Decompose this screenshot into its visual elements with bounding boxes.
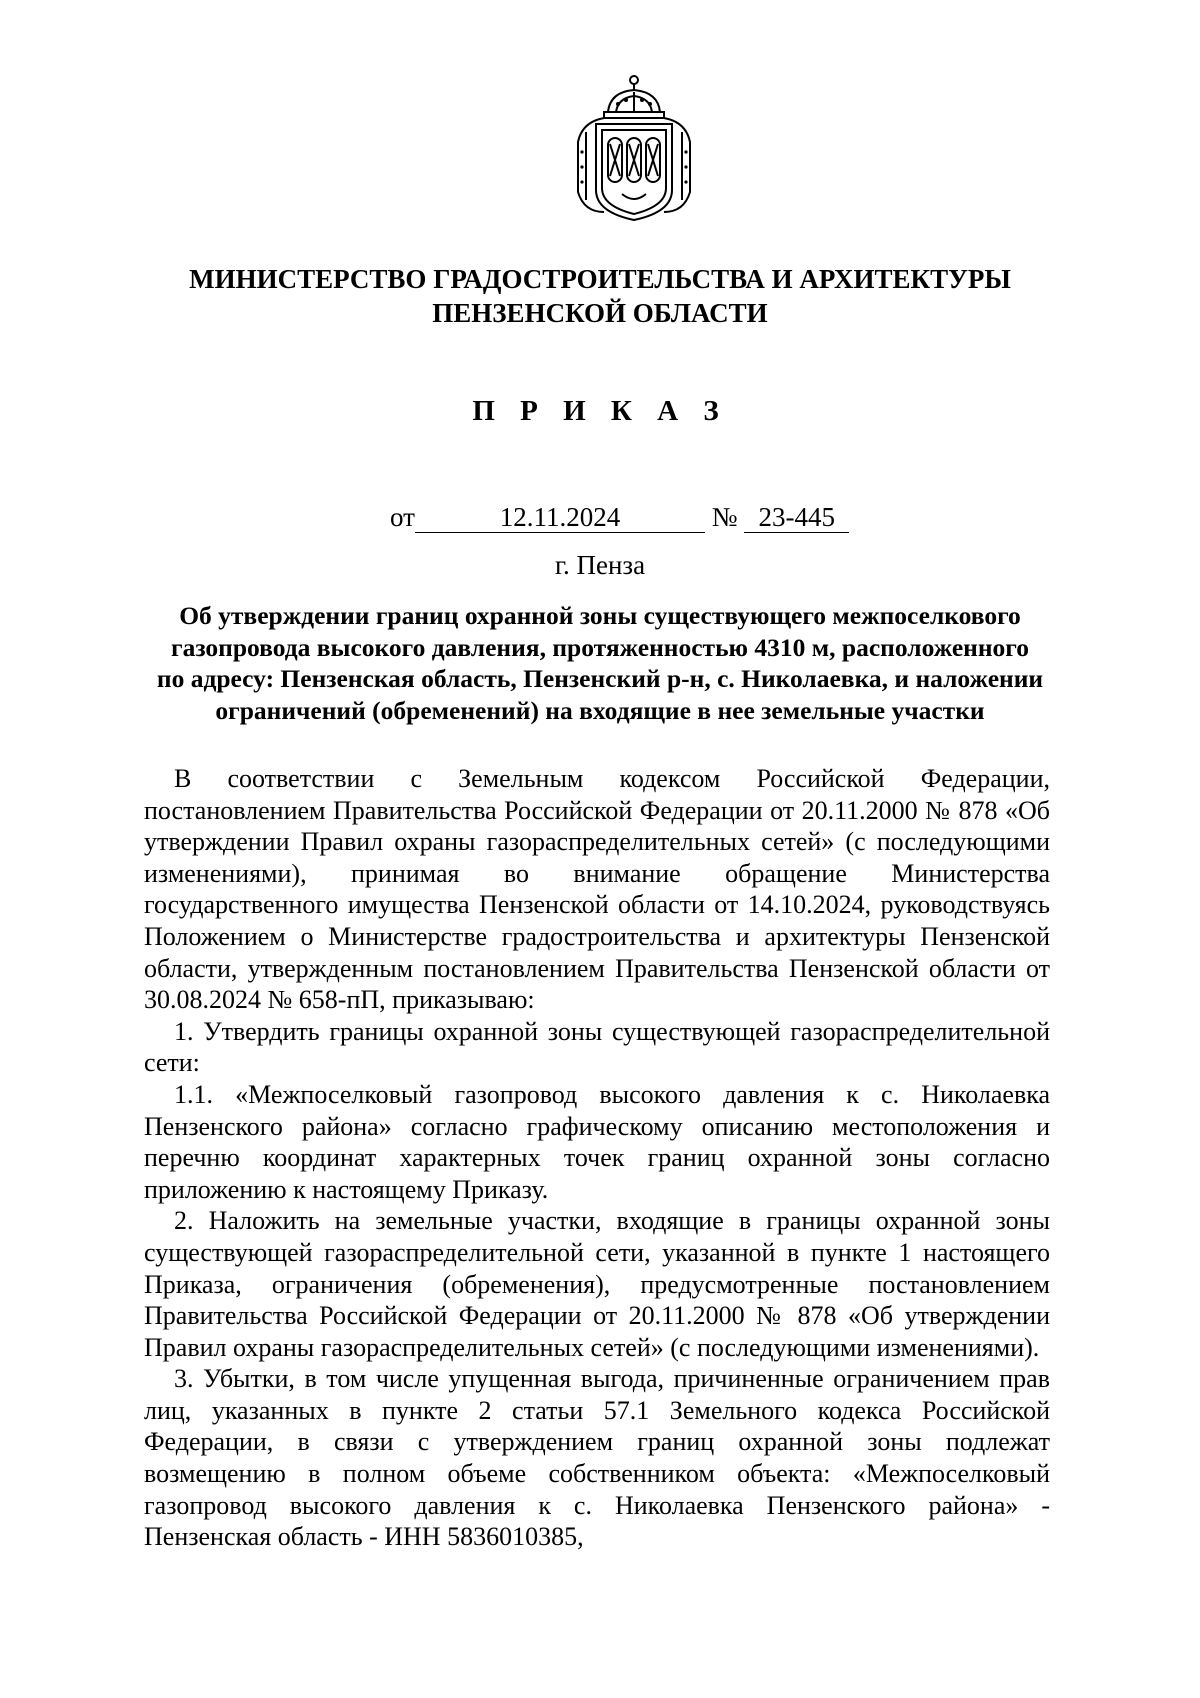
document-city: г. Пенза [554, 550, 646, 580]
document-number: 23-445 [744, 502, 849, 533]
document-subject [120, 600, 1080, 726]
ministry-line: ПЕНЗЕНСКОЙ ОБЛАСТИ [432, 298, 768, 328]
body-preamble: В соответствии с Земельным кодексом Российской Федерации, постановлением Правительства Российской Федерации от 20.11.2000 № 878 «Об утверждении Правил охраны газораспределительных сетей» (с последующими изменениями), принимая во внимание обращение Министерства государственного имущества Пензенской области от 14.10.2024, руководствуясь Положением о Министерстве градостроительства и архитектуры Пензенской области, утвержденным постановлением Правительства Пензенской области от 30.08.2024 № 658-пП, приказываю: [144, 764, 1050, 1015]
number-prefix: № [711, 502, 738, 532]
date-number-line [390, 500, 849, 534]
coat-of-arms-icon [564, 72, 704, 222]
subject-line: Об утверждении границ охранной зоны существующего межпоселкового [179, 601, 1021, 630]
body-item-1-1: 1.1. «Межпоселковый газопровод высокого давления к с. Николаевка Пензенского района» согласно графическому описанию местоположения и перечню координат характерных точек границ охранной зоны согласно приложению к настоящему Приказу. [144, 1079, 1050, 1204]
ministry-name [100, 262, 1100, 330]
date-prefix: от [390, 502, 415, 532]
body-item-1: 1. Утвердить границы охранной зоны существующей газораспределительной сети: [144, 1016, 1050, 1078]
body-item-3: 3. Убытки, в том числе упущенная выгода, причиненные ограничением прав лиц, указанных в пункте 2 статьи 57.1 Земельного кодекса Российской Федерации, в связи с утверждением границ охранной зоны подлежат возмещению в полном объеме собственником объекта: «Межпоселковый газопровод высокого давления к с. Николаевка Пензенского района» - Пензенская область - ИНН 5836010385, [144, 1364, 1050, 1552]
subject-line: газопровода высокого давления, протяженностью 4310 м, расположенного [170, 632, 1029, 662]
document-body [144, 763, 1050, 1553]
document-type-title: П Р И К А З [472, 395, 728, 427]
body-item-2: 2. Наложить на земельные участки, входящие в границы охранной зоны существующей газораспределительной сети, указанной в пункте 1 настоящего Приказа, ограничения (обременения), предусмотренные постановлением Правительства Российской Федерации от 20.11.2000 № 878 «Об утверждении Правил охраны газораспределительных сетей» (с последующими изменениями). [144, 1206, 1050, 1362]
subject-line: ограничений (обременений) на входящие в нее земельные участки [215, 695, 985, 725]
ministry-line: МИНИСТЕРСТВО ГРАДОСТРОИТЕЛЬСТВА И АРХИТЕКТУРЫ [189, 264, 1011, 294]
document-date: 12.11.2024 [415, 502, 705, 533]
subject-line: по адресу: Пензенская область, Пензенский р-н, с. Николаевка, и наложении [156, 664, 1044, 693]
